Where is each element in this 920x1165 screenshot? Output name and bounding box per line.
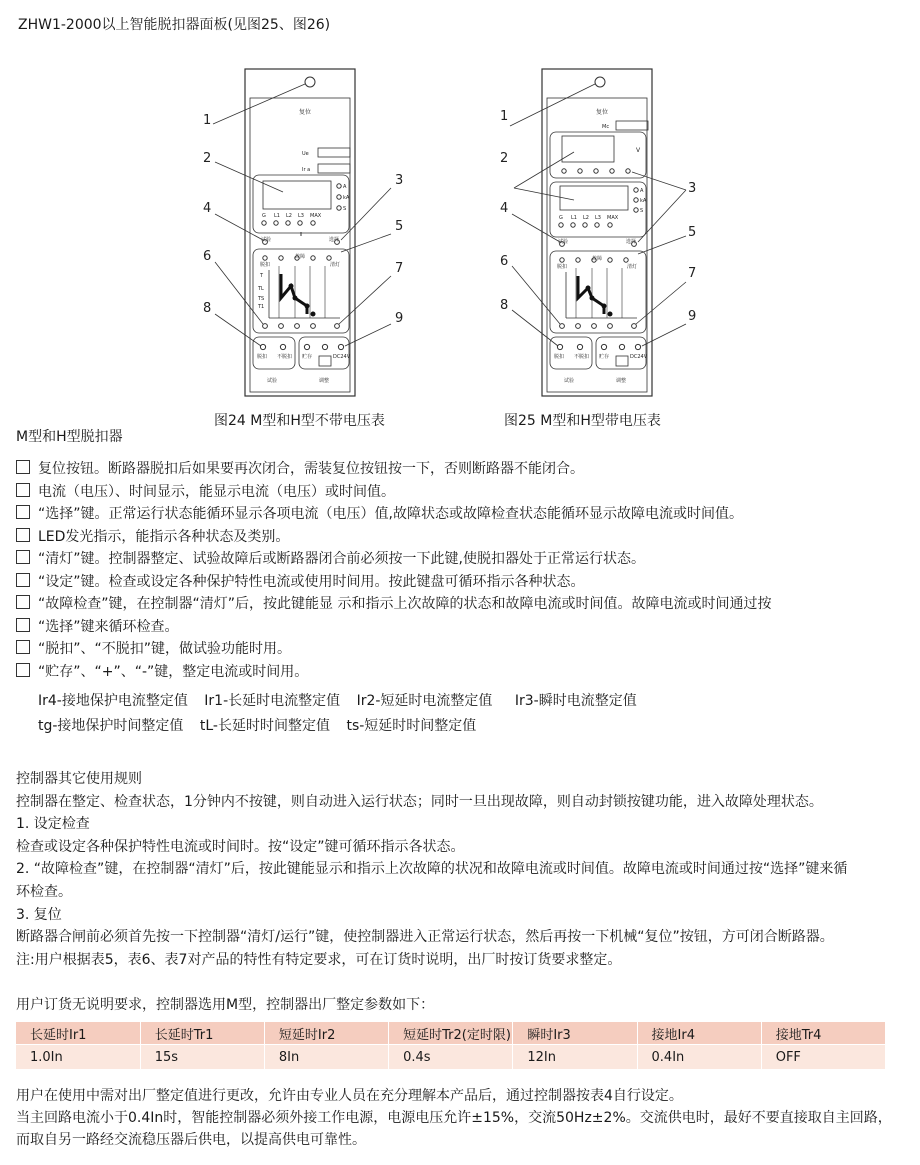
svg-text:故障: 故障 — [295, 254, 306, 260]
figure-25-caption: 图25 M型和H型带电压表 — [504, 413, 661, 429]
svg-text:选择: 选择 — [329, 237, 340, 243]
section-title: M型和H型脱扣器 — [16, 429, 123, 445]
svg-text:选择: 选择 — [626, 239, 637, 245]
svg-text:TS: TS — [258, 296, 265, 302]
svg-text:5: 5 — [395, 219, 404, 234]
checkbox-icon — [16, 505, 30, 519]
svg-text:2: 2 — [203, 151, 212, 166]
feature-list — [16, 458, 906, 683]
column-header: 长延时Ir1 — [16, 1022, 140, 1045]
svg-text:G: G — [262, 213, 266, 219]
svg-text:试验: 试验 — [564, 378, 575, 384]
svg-text:5: 5 — [688, 225, 697, 240]
svg-text:6: 6 — [203, 249, 212, 264]
svg-text:kA: kA — [640, 198, 647, 204]
list-item: LED发光指示，能指示各种状态及类别。 — [16, 526, 906, 549]
checkbox-icon — [16, 550, 30, 564]
paragraph: 注:用户根据表5，表6、表7对产品的特性有特定要求，可在订货时说明，出厂时按订货要求整定。 — [16, 951, 622, 968]
svg-text:6: 6 — [500, 254, 509, 269]
svg-text:脱扣: 脱扣 — [257, 354, 268, 360]
svg-text:4: 4 — [500, 201, 509, 216]
svg-text:A: A — [640, 188, 644, 194]
page-title: ZHW1-2000以上智能脱扣器面板(见图25、图26) — [18, 17, 331, 33]
list-item: “设定”键。检查或设定各种保护特性电流或使用时间用。按此键盘可循环指示各种状态。 — [16, 571, 906, 594]
svg-text:G: G — [559, 215, 563, 221]
paragraph: 控制器在整定、检查状态，1分钟内不按键，则自动进入运行状态；同时一旦出现故障，则自动封锁按键功能，进入故障处理状态。 — [16, 793, 823, 810]
table-cell: 15s — [140, 1045, 264, 1070]
list-item: 复位按钮。断路器脱扣后如果要再次闭合，需装复位按钮按一下，否则断路器不能闭合。 — [16, 458, 906, 481]
checkbox-icon — [16, 528, 30, 542]
figure-25 — [492, 62, 707, 402]
svg-text:清灯: 清灯 — [627, 264, 638, 270]
paragraph: 环检查。 — [16, 883, 72, 900]
svg-text:1: 1 — [500, 109, 509, 124]
svg-text:V: V — [636, 147, 641, 154]
svg-text:4: 4 — [203, 201, 212, 216]
svg-text:Ue: Ue — [302, 151, 309, 157]
table-cell: OFF — [761, 1045, 885, 1070]
factory-settings-table — [16, 1022, 886, 1069]
svg-text:T: T — [260, 273, 264, 279]
checkbox-icon — [16, 595, 30, 609]
paragraph: 而取自另一路经交流稳压器后供电，以提高供电可靠性。 — [16, 1132, 366, 1148]
svg-text:L2: L2 — [583, 215, 589, 221]
column-header: 瞬时Ir3 — [513, 1022, 637, 1045]
svg-text:2: 2 — [500, 151, 509, 166]
list-item: “故障检查”键，在控制器“清灯”后，按此键能显 示和指示上次故障的状态和故障电流或时间值。故障电流或时间通过按 — [16, 593, 906, 616]
svg-text:复位: 复位 — [596, 109, 609, 116]
svg-text:试验: 试验 — [261, 237, 272, 243]
svg-text:S: S — [343, 206, 347, 212]
reset-label: 复位 — [299, 109, 312, 116]
panel-diagram-with-voltmeter — [492, 62, 707, 402]
figure-24-caption: 图24 M型和H型不带电压表 — [214, 413, 385, 429]
svg-text:故障: 故障 — [592, 256, 603, 262]
svg-text:9: 9 — [395, 311, 404, 326]
column-header: 接地Tr4 — [761, 1022, 885, 1045]
list-item: “脱扣”、“不脱扣”键，做试验功能时用。 — [16, 638, 906, 661]
column-header: 长延时Tr1 — [140, 1022, 264, 1045]
svg-text:T1: T1 — [258, 304, 265, 310]
paragraph: 检查或设定各种保护特性电流或时间时。按“设定”键可循环指示各状态。 — [16, 838, 465, 855]
svg-text:8: 8 — [203, 301, 212, 316]
svg-text:贮存: 贮存 — [599, 354, 610, 360]
table-cell: 0.4In — [637, 1045, 761, 1070]
paragraph: 当主回路电流小于0.4In时，智能控制器必须外接工作电源，电源电压允许±15%，交流50Hz±2%。交流供电时，最好不要直接取自主回路， — [16, 1110, 892, 1126]
table-cell: 0.4s — [389, 1045, 513, 1070]
checkbox-icon — [16, 483, 30, 497]
svg-text:7: 7 — [688, 266, 697, 281]
svg-text:DC24V: DC24V — [333, 354, 351, 360]
paragraph: 用户在使用中需对出厂整定值进行更改，允许由专业人员在充分理解本产品后，通过控制器按表4自行设定。 — [16, 1088, 683, 1104]
svg-text:调整: 调整 — [319, 378, 330, 384]
svg-text:MAX: MAX — [607, 215, 619, 221]
svg-text:L2: L2 — [286, 213, 292, 219]
checkbox-icon — [16, 663, 30, 677]
column-header: 短延时Ir2 — [264, 1022, 388, 1045]
table-row — [16, 1045, 886, 1070]
usage-rules — [16, 768, 906, 971]
figure-24 — [195, 62, 410, 402]
list-item: “选择”键来循环检查。 — [16, 616, 906, 639]
svg-text:脱扣: 脱扣 — [260, 262, 271, 268]
svg-text:kA: kA — [343, 195, 350, 201]
svg-text:S: S — [640, 208, 644, 214]
svg-text:DC24V: DC24V — [630, 354, 648, 360]
svg-text:调整: 调整 — [616, 378, 627, 384]
paragraph: 断路器合闸前必须首先按一下控制器“清灯/运行”键，使控制器进入正常运行状态，然后再按一下机械“复位”按钮，方可闭合断路器。 — [16, 929, 834, 946]
svg-text:贮存: 贮存 — [302, 354, 313, 360]
checkbox-icon — [16, 460, 30, 474]
list-item: 电流（电压）、时间显示，能显示电流（电压）或时间值。 — [16, 481, 906, 504]
svg-text:L3: L3 — [298, 213, 304, 219]
svg-text:3: 3 — [688, 181, 697, 196]
abbrev-line-2: tg-接地保护时间整定值 tL-长延时时间整定值 ts-短延时时间整定值 — [38, 718, 477, 734]
table-header-row — [16, 1022, 886, 1045]
table-cell: 12In — [513, 1045, 637, 1070]
paragraph: 1. 设定检查 — [16, 816, 90, 833]
paragraph: 2. “故障检查”键，在控制器“清灯”后，按此键能显示和指示上次故障的状况和故障电流或时间值。故障电流或时间通过按“选择”键来循 — [16, 861, 848, 878]
rules-heading: 控制器其它使用规则 — [16, 771, 142, 787]
svg-text:Mc: Mc — [602, 124, 610, 130]
svg-text:脱扣: 脱扣 — [557, 264, 568, 270]
svg-text:Ir a: Ir a — [302, 167, 311, 173]
svg-text:L1: L1 — [571, 215, 577, 221]
svg-text:L3: L3 — [595, 215, 601, 221]
svg-text:清灯: 清灯 — [330, 262, 341, 268]
closing-notes — [16, 1085, 911, 1151]
svg-text:3: 3 — [395, 173, 404, 188]
svg-text:8: 8 — [500, 298, 509, 313]
checkbox-icon — [16, 640, 30, 654]
svg-text:A: A — [343, 184, 347, 190]
svg-text:试验: 试验 — [558, 239, 569, 245]
table-cell: 8In — [264, 1045, 388, 1070]
panel-diagram-no-voltmeter — [195, 62, 410, 402]
paragraph: 3. 复位 — [16, 906, 62, 923]
svg-text:MAX: MAX — [310, 213, 322, 219]
table-cell: 1.0In — [16, 1045, 140, 1070]
svg-text:L1: L1 — [274, 213, 280, 219]
svg-text:7: 7 — [395, 261, 404, 276]
checkbox-icon — [16, 573, 30, 587]
checkbox-icon — [16, 618, 30, 632]
svg-text:TL: TL — [258, 286, 264, 292]
svg-text:9: 9 — [688, 309, 697, 324]
svg-text:1: 1 — [203, 113, 212, 128]
svg-text:脱扣: 脱扣 — [554, 354, 565, 360]
svg-text:不脱扣: 不脱扣 — [574, 354, 590, 360]
svg-text:试验: 试验 — [267, 378, 278, 384]
pre-table-text: 用户订货无说明要求，控制器选用M型，控制器出厂整定参数如下： — [16, 997, 435, 1013]
abbrev-line-1: Ir4-接地保护电流整定值 Ir1-长延时电流整定值 Ir2-短延时电流整定值 Ir3-瞬时电流整定值 — [38, 693, 637, 709]
list-item: “贮存”、“+”、“-”键，整定电流或时间用。 — [16, 661, 906, 684]
svg-text:不脱扣: 不脱扣 — [277, 354, 293, 360]
list-item: “选择”键。正常运行状态能循环显示各项电流（电压）值,故障状态或故障检查状态能循环显示故障电流或时间值。 — [16, 503, 906, 526]
column-header: 短延时Tr2(定时限) — [389, 1022, 513, 1045]
column-header: 接地Ir4 — [637, 1022, 761, 1045]
list-item: “清灯”键。控制器整定、试验故障后或断路器闭合前必须按一下此键,使脱扣器处于正常运行状态。 — [16, 548, 906, 571]
